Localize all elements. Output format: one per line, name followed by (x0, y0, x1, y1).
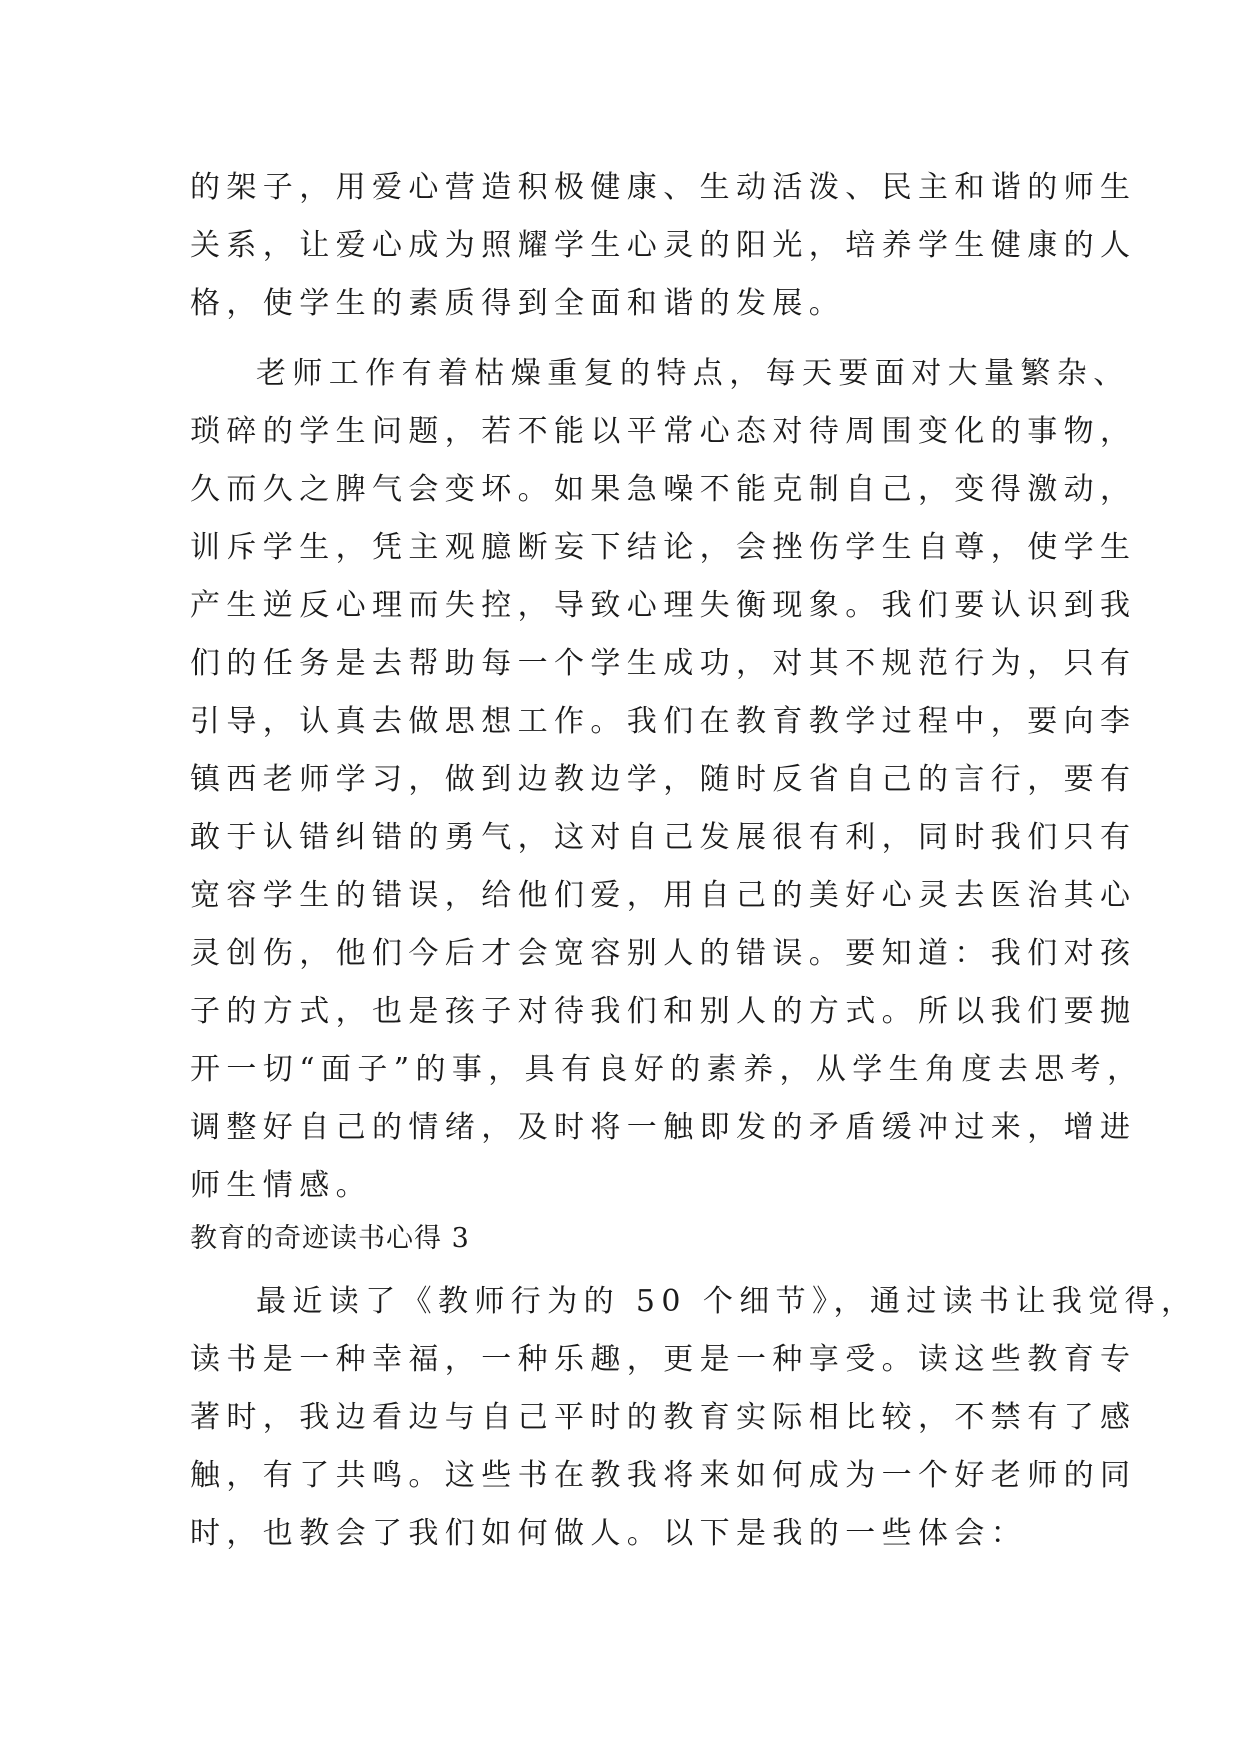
text-line: 产生逆反心理而失控，导致心理失衡现象。我们要认识到我 (190, 588, 1137, 623)
paragraph (190, 159, 1137, 333)
section-heading: 教育的奇迹读书心得 3 (190, 1223, 470, 1254)
paragraph (190, 345, 1144, 1215)
text-line: 时，也教会了我们如何做人。以下是我的一些体会： (190, 1516, 1028, 1551)
text-line: 触，有了共鸣。这些书在教我将来如何成为一个好老师的同 (190, 1458, 1137, 1493)
text-line: 调整好自己的情绪，及时将一触即发的矛盾缓冲过来，增进 (190, 1110, 1137, 1145)
text-line: 开一切“面子”的事，具有良好的素养，从学生角度去思考， (190, 1052, 1144, 1087)
paragraph (190, 1273, 1198, 1563)
text-line: 读书是一种幸福，一种乐趣，更是一种享受。读这些教育专 (190, 1342, 1137, 1377)
text-line: 最近读了《教师行为的 50 个细节》，通过读书让我觉得， (256, 1284, 1198, 1319)
text-line: 老师工作有着枯燥重复的特点，每天要面对大量繁杂、 (256, 356, 1130, 391)
text-line: 的架子，用爱心营造积极健康、生动活泼、民主和谐的师生 (190, 170, 1137, 205)
text-line: 关系，让爱心成为照耀学生心灵的阳光，培养学生健康的人 (190, 228, 1137, 263)
text-line: 格，使学生的素质得到全面和谐的发展。 (190, 286, 846, 321)
text-line: 训斥学生，凭主观臆断妄下结论，会挫伤学生自尊，使学生 (190, 530, 1137, 565)
document-body (190, 159, 1198, 1563)
text-line: 灵创伤，他们今后才会宽容别人的错误。要知道：我们对孩 (190, 936, 1137, 971)
text-line: 琐碎的学生问题，若不能以平常心态对待周围变化的事物， (190, 414, 1137, 449)
text-line: 们的任务是去帮助每一个学生成功，对其不规范行为，只有 (190, 646, 1137, 681)
text-line: 师生情感。 (190, 1168, 372, 1203)
text-line: 引导，认真去做思想工作。我们在教育教学过程中，要向李 (190, 704, 1137, 739)
text-line: 宽容学生的错误，给他们爱，用自己的美好心灵去医治其心 (190, 878, 1137, 913)
text-line: 敢于认错纠错的勇气，这对自己发展很有利，同时我们只有 (190, 820, 1137, 855)
text-line: 著时，我边看边与自己平时的教育实际相比较，不禁有了感 (190, 1400, 1137, 1435)
text-line: 镇西老师学习，做到边教边学，随时反省自己的言行，要有 (190, 762, 1137, 797)
text-line: 久而久之脾气会变坏。如果急噪不能克制自己，变得激动， (190, 472, 1137, 507)
text-line: 子的方式，也是孩子对待我们和别人的方式。所以我们要抛 (190, 994, 1137, 1029)
